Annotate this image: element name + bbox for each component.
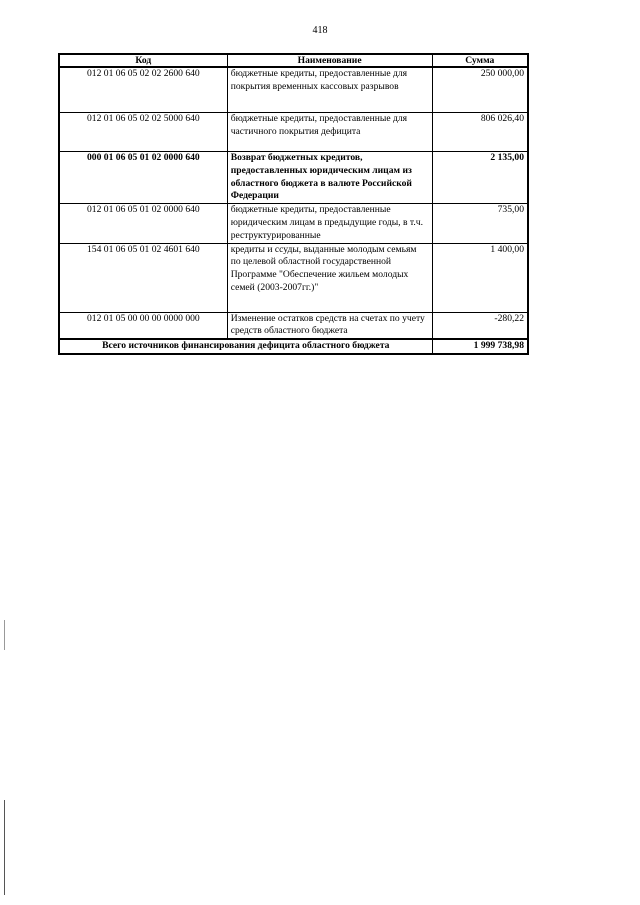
sources-table (58, 53, 529, 355)
table-row (59, 152, 528, 204)
table-row (59, 204, 528, 243)
row-sum: 2 135,00 (432, 152, 528, 204)
row-name: бюджетные кредиты, предоставленные для частичного покрытия дефицита (227, 113, 432, 152)
header-code: Код (59, 54, 227, 67)
total-sum: 1 999 738,98 (432, 339, 528, 354)
row-code: 012 01 06 05 01 02 0000 640 (59, 204, 227, 243)
row-sum: 1 400,00 (432, 243, 528, 312)
table-row (59, 243, 528, 312)
scan-edge-mark (4, 620, 5, 650)
row-name: бюджетные кредиты, предоставленные юридическим лицам в предыдущие годы, в т.ч. реструктурированные (227, 204, 432, 243)
row-code: 012 01 05 00 00 00 0000 000 (59, 312, 227, 339)
total-row (59, 339, 528, 354)
header-name: Наименование (227, 54, 432, 67)
row-sum: 250 000,00 (432, 67, 528, 113)
table-row (59, 312, 528, 339)
row-code: 012 01 06 05 02 02 2600 640 (59, 67, 227, 113)
row-name: бюджетные кредиты, предоставленные для покрытия временных кассовых разрывов (227, 67, 432, 113)
table-row (59, 113, 528, 152)
total-label: Всего источников финансирования дефицита областного бюджета (59, 339, 432, 354)
row-code: 154 01 06 05 01 02 4601 640 (59, 243, 227, 312)
page-number: 418 (312, 25, 328, 36)
header-sum: Сумма (432, 54, 528, 67)
scan-edge-mark (4, 800, 5, 895)
row-sum: 735,00 (432, 204, 528, 243)
table-header-row (59, 54, 528, 67)
row-name: кредиты и ссуды, выданные молодым семьям по целевой областной государственной Программе "Обеспечение жильем молодых семей (2003-2007гг.)" (227, 243, 432, 312)
table-row (59, 67, 528, 113)
row-code: 012 01 06 05 02 02 5000 640 (59, 113, 227, 152)
row-sum: -280,22 (432, 312, 528, 339)
row-name: Возврат бюджетных кредитов, предоставленных юридическим лицам из областного бюджета в валюте Российской Федерации (227, 152, 432, 204)
row-name: Изменение остатков средств на счетах по учету средств областного бюджета (227, 312, 432, 339)
row-code: 000 01 06 05 01 02 0000 640 (59, 152, 227, 204)
row-sum: 806 026,40 (432, 113, 528, 152)
